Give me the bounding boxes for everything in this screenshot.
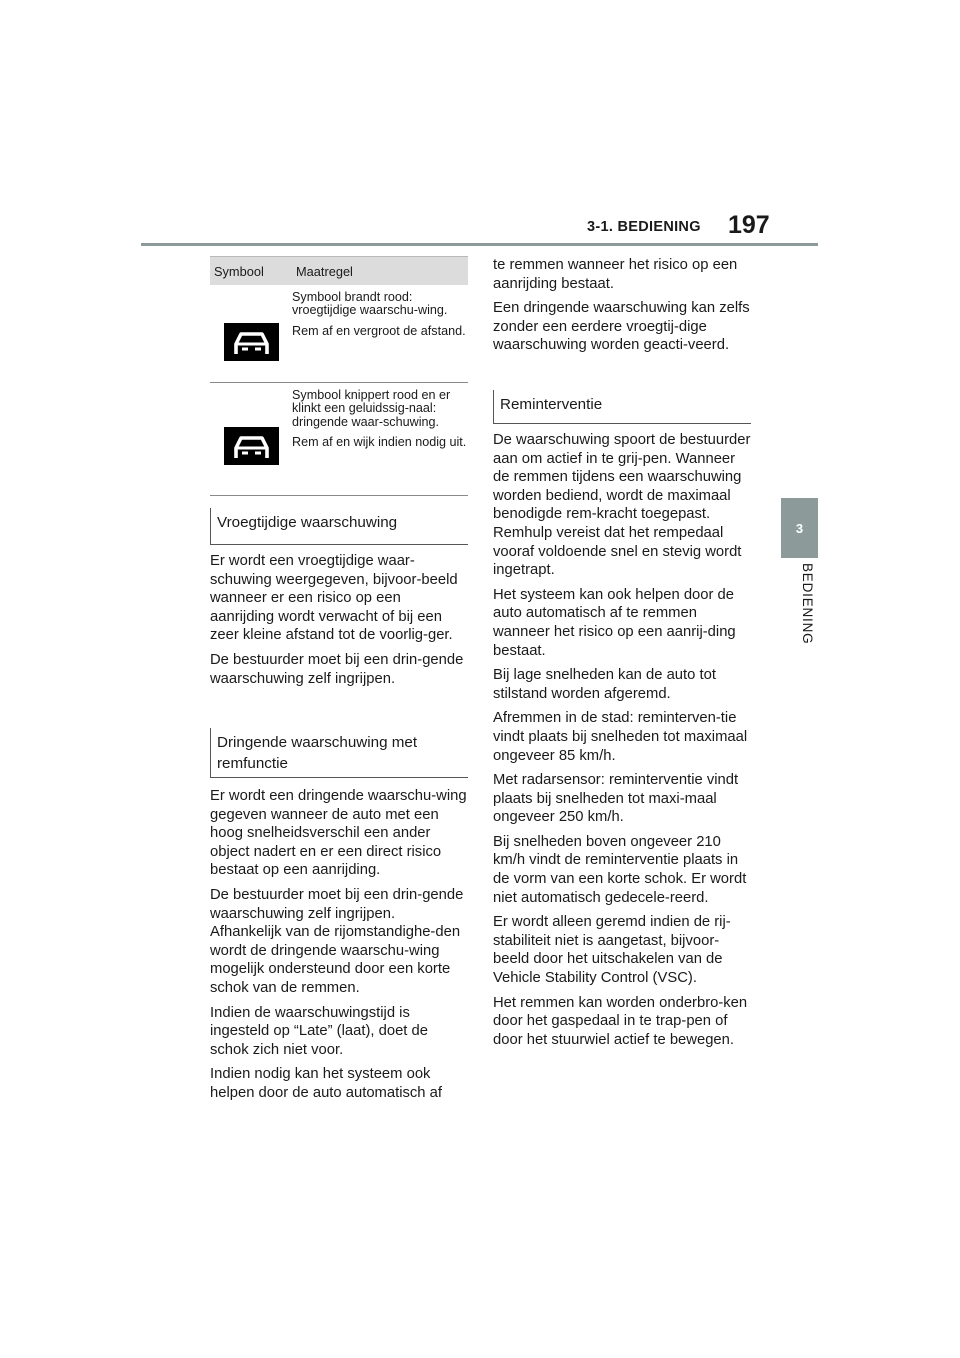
paragraph: Er wordt alleen geremd indien de rij-stabiliteit niet is aangetast, bijvoor-beeld door het uitschakelen van de Vehicle Stability Control (VSC).	[493, 914, 731, 987]
section-label: 3-1. BEDIENING	[587, 219, 701, 235]
paragraph: Het remmen kan worden onderbro-ken door het gaspedaal in te trap-pen of door het stuurwiel actief te bewegen.	[493, 994, 748, 1048]
paragraph: Er wordt een dringende waarschu-wing gegeven wanneer de auto met een hoog snelheidsverschil een ander object nadert en er een direct risico bestaat op een aanrijding.	[210, 788, 467, 879]
row1-text1: Symbool brandt rood: vroegtijdige waarschu-wing.	[292, 290, 448, 318]
brake-intervention-body	[493, 431, 751, 1055]
paragraph: Het systeem kan ook helpen door de auto automatisch af te remmen wanneer het risico op een aanrij-ding bestaat.	[493, 586, 736, 659]
right-column-top	[493, 256, 751, 361]
table-header-symbol: Symbool	[214, 263, 264, 279]
table-header-measure: Maatregel	[296, 263, 353, 279]
paragraph: De waarschuwing spoort de bestuurder aan om actief in te grij-pen. Wanneer de remmen tijdens een waarschuwing worden bediend, wordt de maximaal benodigde rem-kracht toegepast. Remhulp vereist dat het rempedaal vooraf voldoende snel en stevig wordt ingetrapt.	[493, 432, 751, 579]
paragraph: De bestuurder moet bij een drin-gende waarschuwing zelf ingrijpen.	[210, 651, 464, 687]
heading-brake-intervention: Reminterventie	[493, 390, 751, 424]
row2-text2: Rem af en wijk indien nodig uit.	[292, 435, 467, 450]
paragraph: Afremmen in de stad: reminterven-tie vindt plaats bij snelheden tot maximaal ongeveer 85 km/h.	[493, 710, 748, 764]
car-ahead-warning-icon	[224, 427, 279, 465]
symbol-table	[210, 256, 468, 496]
early-warning-body	[210, 552, 468, 694]
car-ahead-warning-icon	[224, 323, 279, 361]
urgent-warning-body	[210, 787, 468, 1109]
page-number: 197	[728, 211, 770, 239]
heading-urgent-warning: Dringende waarschuwing met remfunctie	[210, 728, 468, 778]
header-rule	[141, 243, 818, 246]
paragraph: Indien nodig kan het systeem ook helpen door de auto automatisch af	[210, 1066, 442, 1101]
table-row	[210, 383, 468, 496]
paragraph: te remmen wanneer het risico op een aanrijding bestaat.	[493, 257, 738, 292]
heading-early-warning: Vroegtijdige waarschuwing	[210, 508, 468, 545]
chapter-label: BEDIENING	[800, 563, 815, 645]
paragraph: Er wordt een vroegtijdige waar-schuwing weergegeven, bijvoor-beeld wanneer er een risico op een aanrijding wordt verwacht of bij een zeer kleine afstand tot de voorlig-ger.	[210, 553, 458, 644]
paragraph: Een dringende waarschuwing kan zelfs zonder een eerdere vroegtij-dige waarschuwing worden geacti-veerd.	[493, 300, 750, 354]
paragraph: Bij lage snelheden kan de auto tot stilstand worden afgeremd.	[493, 667, 716, 702]
chapter-tab: 3	[781, 498, 818, 558]
paragraph: Bij snelheden boven ongeveer 210 km/h vindt de reminterventie plaats in de vorm van een korte schok. Er wordt niet automatisch gedecele-reerd.	[493, 833, 747, 906]
row2-text1: Symbool knippert rood en er klinkt een geluidssig-naal: dringende waar-schuwing.	[292, 388, 451, 429]
table-header	[210, 256, 468, 285]
paragraph: De bestuurder moet bij een drin-gende waarschuwing zelf ingrijpen. Afhankelijk van de rijomstandighe-den wordt de dringende waarschu-wing mogelijk ondersteund door een korte schok van de remmen.	[210, 886, 464, 996]
row1-text2: Rem af en vergroot de afstand.	[292, 323, 466, 338]
paragraph: Indien de waarschuwingstijd is ingesteld op “Late” (laat), doet de schok zich niet voor.	[210, 1004, 428, 1058]
paragraph: Met radarsensor: reminterventie vindt plaats bij snelheden tot maxi-maal ongeveer 250 km/h.	[493, 772, 739, 826]
table-row	[210, 285, 468, 383]
